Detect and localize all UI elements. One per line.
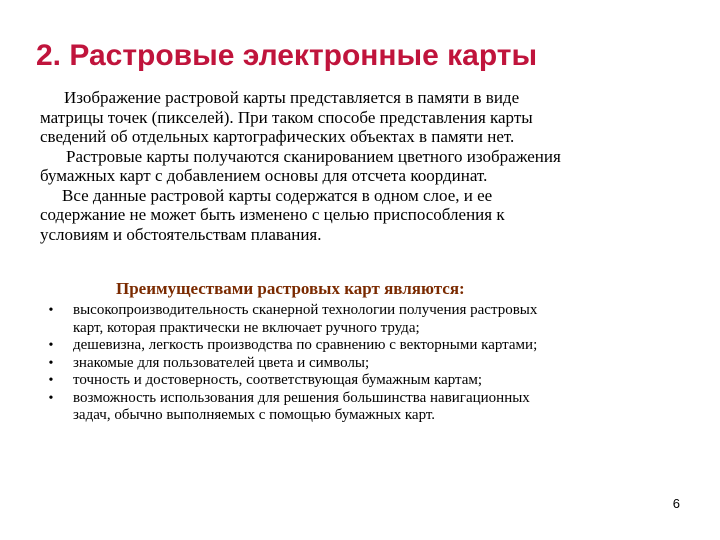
list-item-text [73,390,684,425]
bullet-icon: • [48,390,54,406]
paragraph-raster-memory [40,88,680,147]
list-item-line: задач, обычно выполняемых с помощью бумажных карт. [73,407,436,423]
list-item-text [73,337,684,355]
list-item-line: знакомые для пользователей цвета и символы; [73,354,370,371]
list-item-line: возможность использования для решения большинства навигационных [73,389,530,406]
list-item [44,372,684,390]
paragraph-line: Растровые карты получаются сканированием цветного изображения [66,146,561,166]
list-item [44,390,684,425]
paragraph-raster-single-layer [40,186,680,245]
paragraph-line: условиям и обстоятельствам плавания. [40,224,322,244]
list-item-text [73,302,684,337]
page-number: 6 [672,496,680,511]
list-item-text [73,372,684,390]
list-item-line: высокопроизводительность сканерной технологии получения растровых [73,302,538,318]
paragraph-raster-scanning [40,147,680,186]
bullet-icon: • [48,303,54,318]
slide-title: 2. Растровые электронные карты [36,39,538,72]
paragraph-line: сведений об отдельных картографических объектах в памяти нет. [40,127,515,146]
paragraph-line: Изображение растровой карты представляется в памяти в виде [64,88,520,107]
list-item [44,302,684,337]
list-item-line: дешевизна, легкость производства по сравнению с векторными картами; [73,337,538,353]
list-item-line: точность и достоверность, соответствующая бумажным картам; [73,372,483,388]
slide-body [40,88,680,244]
list-item-line: карт, которая практически не включает ручного труда; [73,319,420,336]
paragraph-line: матрицы точек (пикселей). При таком способе представления карты [40,107,533,127]
bullet-icon: • [48,338,54,353]
advantages-list [44,302,684,425]
bullet-icon: • [48,373,54,388]
bullet-icon: • [48,355,54,371]
paragraph-line: Все данные растровой карты содержатся в одном слое, и ее [62,185,493,205]
list-item-text [73,355,684,373]
list-item [44,355,684,373]
list-item [44,337,684,355]
paragraph-line: бумажных карт с добавлением основы для отсчета координат. [40,166,488,185]
advantages-heading: Преимуществами растровых карт являются: [116,279,465,298]
paragraph-line: содержание не может быть изменено с целью приспособления к [40,205,505,224]
